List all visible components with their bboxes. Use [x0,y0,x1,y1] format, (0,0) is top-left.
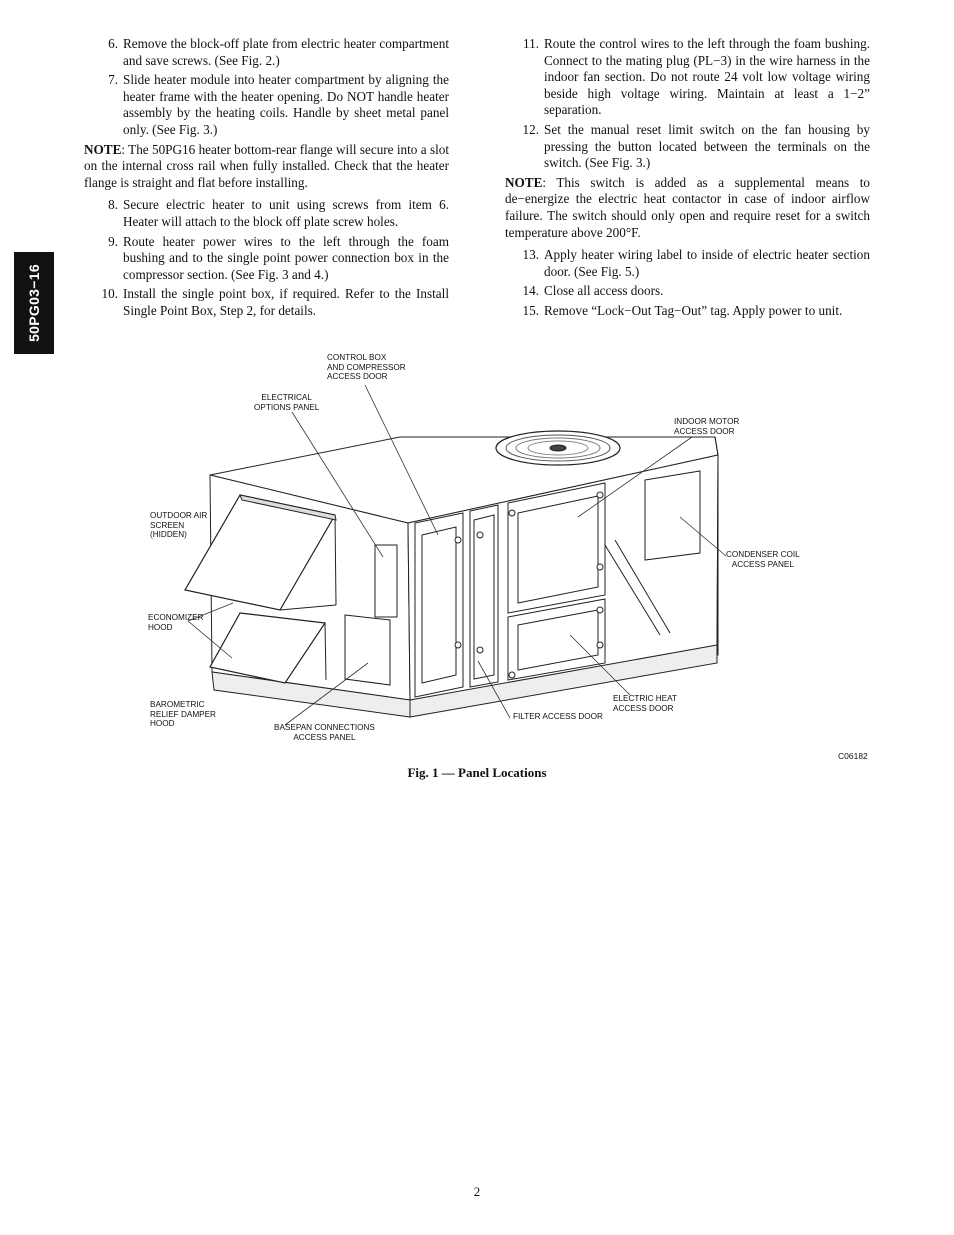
left-column [84,36,449,323]
step-10: 10. Install the single point box, if required. Refer to the Install Single Point Box, Step 2, for details. [101,286,449,318]
callout-indoor-motor: INDOOR MOTOR ACCESS DOOR [674,417,740,436]
callout-condenser-coil: CONDENSER COIL ACCESS PANEL [726,550,800,569]
indoor-motor-door [508,483,605,613]
page-number: 2 [473,1184,481,1199]
step-6: 6. Remove the block-off plate from electric heater compartment and save screws. (See Fig. 2.) [108,36,449,68]
callout-control-box: CONTROL BOX AND COMPRESSOR ACCESS DOOR [327,353,406,382]
callout-economizer: ECONOMIZER HOOD [148,613,204,632]
note-flange: NOTE: The 50PG16 heater bottom-rear flange will secure into a slot on the internal cross rail when fully installed. Check that the heater flange is straight and flat before installing. [84,141,449,190]
electrical-options-panel [375,545,397,617]
step-8: 8. Secure electric heater to unit using screws from item 6. Heater will attach to the block off plate screw holes. [108,197,449,229]
figure-code: C06182 [838,751,868,761]
step-7: 7. Slide heater module into heater compartment by aligning the heater frame with the heater opening. Do NOT handle heater assembly by the heating coils. Handle by sheet metal panel only. (See Fig. 3.) [108,72,449,137]
step-11: 11. Route the control wires to the left through the foam bushing. Connect to the mating plug (PL−3) in the wire harness in the indoor fan section. Do not route 24 volt low voltage wiring beside high voltage wiring. Maintain at least a 1−2” separation. [523,36,870,118]
side-tab [14,252,54,354]
callout-filter: FILTER ACCESS DOOR [513,712,603,721]
panel-locations-figure [140,345,860,765]
callout-barometric: BAROMETRIC RELIEF DAMPER HOOD [150,700,216,729]
step-12: 12. Set the manual reset limit switch on the fan housing by pressing the button located between the terminals on the switch. (See Fig. 3.) [522,121,870,171]
step-14: 14. Close all access doors. [522,283,664,299]
basepan-panel [345,615,390,685]
step-15: 15. Remove “Lock−Out Tag−Out” tag. Apply power to unit. [522,302,843,318]
callout-electrical-options: ELECTRICAL OPTIONS PANEL [254,393,320,412]
side-tab-label: 50PG03−16 [26,264,42,342]
condenser-coil-panel [645,471,700,560]
callout-outdoor-air: OUTDOOR AIR SCREEN (HIDDEN) [150,511,208,540]
step-9: 9. Route heater power wires to the left through the foam bushing and to the single point power connection box in the compressor section. (See Fig. 3 and 4.) [108,233,449,282]
callout-basepan: BASEPAN CONNECTIONS ACCESS PANEL [274,723,375,742]
callout-electric-heat: ELECTRIC HEAT ACCESS DOOR [613,694,677,713]
note-switch: NOTE: This switch is added as a supplemental means to de−energize the electric heat contactor in case of indoor airflow failure. The switch should only open and require reset for a switch temperature above 200°F. [505,174,870,240]
right-column [505,36,870,323]
figure-caption: Fig. 1 — Panel Locations [407,765,547,780]
step-13: 13. Apply heater wiring label to inside of electric heater section door. (See Fig. 5.) [522,247,870,279]
